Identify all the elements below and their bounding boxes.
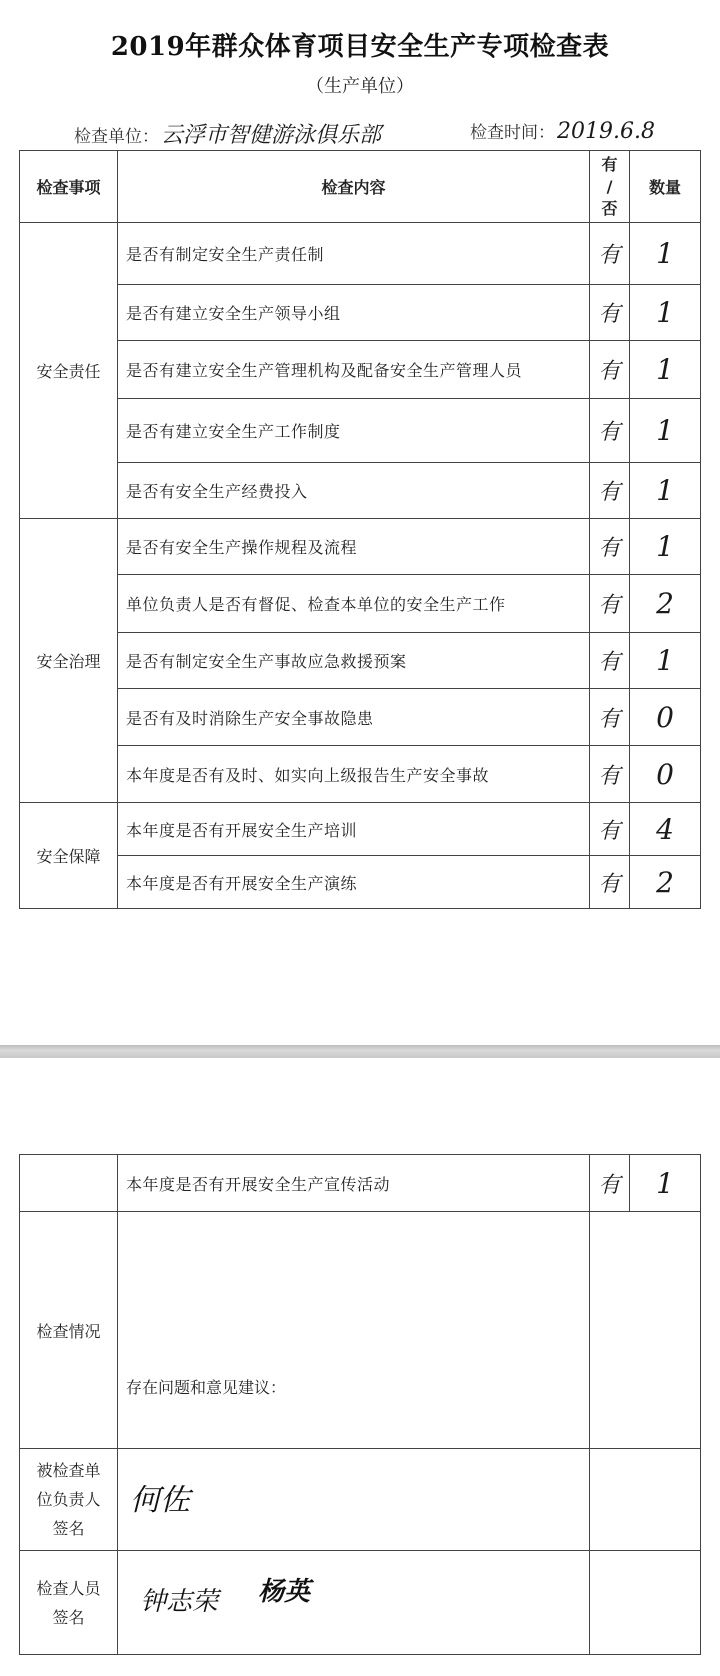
inspection-time-label: 检查时间： xyxy=(470,123,555,143)
check-item: 是否有制定安全生产事故应急救援预案 xyxy=(118,633,590,689)
quantity: 1 xyxy=(656,474,674,507)
quantity: 1 xyxy=(656,353,674,386)
table-row xyxy=(20,803,701,856)
table-row xyxy=(20,856,701,909)
check-item: 本年度是否有开展安全生产培训 xyxy=(118,803,590,856)
check-item: 是否有制定安全生产责任制 xyxy=(118,223,590,285)
table-row xyxy=(20,399,701,463)
table-row xyxy=(20,689,701,746)
quantity: 1 xyxy=(656,530,674,563)
empty-cell xyxy=(590,1212,701,1449)
form-title: 2019年群众体育项目安全生产专项检查表 xyxy=(110,32,610,62)
header-slash: / xyxy=(606,176,613,196)
inspection-unit-label: 检查单位： xyxy=(74,127,159,147)
header-content: 检查内容 xyxy=(118,151,590,223)
check-item: 是否有建立安全生产管理机构及配备安全生产管理人员 xyxy=(118,341,590,399)
inspection-time xyxy=(470,118,655,144)
check-item: 是否有建立安全生产工作制度 xyxy=(118,399,590,463)
responsible-label-line: 签名 xyxy=(52,1519,85,1538)
check-item: 本年度是否有及时、如实向上级报告生产安全事故 xyxy=(118,746,590,803)
header-yes: 有 xyxy=(601,154,618,174)
quantity: 1 xyxy=(656,1166,674,1200)
answer: 有 xyxy=(598,818,621,844)
answer: 有 xyxy=(598,480,621,505)
form-page-2 xyxy=(0,1058,720,1676)
header-quantity: 数量 xyxy=(630,151,701,223)
check-item: 本年度是否有开展安全生产演练 xyxy=(118,856,590,909)
header-no: 否 xyxy=(601,198,618,218)
table-row xyxy=(20,285,701,341)
category-empty xyxy=(20,1155,118,1212)
inspection-row xyxy=(20,1212,701,1449)
inspector-signature-row xyxy=(20,1551,701,1655)
answer: 有 xyxy=(598,871,621,897)
table-header-row xyxy=(20,151,701,223)
header-yes-no xyxy=(590,151,630,223)
check-item: 是否有建立安全生产领导小组 xyxy=(118,285,590,341)
empty-cell xyxy=(590,1551,701,1655)
quantity: 0 xyxy=(656,700,674,734)
quantity: 1 xyxy=(656,296,674,329)
answer: 有 xyxy=(598,536,621,561)
inspection-unit-value: 云浮市智健游泳俱乐部 xyxy=(161,123,382,148)
quantity: 2 xyxy=(656,587,674,620)
table-row xyxy=(20,223,701,285)
responsible-signature-cell xyxy=(118,1449,590,1551)
responsible-label-line: 位负责人 xyxy=(36,1490,101,1509)
quantity: 4 xyxy=(656,812,674,846)
empty-cell xyxy=(590,1449,701,1551)
inspector-label-line: 签名 xyxy=(52,1607,85,1627)
quantity: 0 xyxy=(656,757,674,791)
responsible-signature-row xyxy=(20,1449,701,1551)
inspector-signature-cell xyxy=(118,1551,590,1655)
answer: 有 xyxy=(598,243,621,268)
quantity: 2 xyxy=(656,865,674,899)
table-row xyxy=(20,341,701,399)
table-row xyxy=(20,1155,701,1212)
answer: 有 xyxy=(598,650,621,675)
responsible-label xyxy=(20,1449,118,1551)
inspector-signature: 杨英 xyxy=(258,1577,311,1607)
suggestion-cell xyxy=(118,1212,590,1449)
inspection-label: 检查情况 xyxy=(20,1212,118,1449)
checklist-table-continued xyxy=(19,1154,701,1655)
quantity: 1 xyxy=(656,644,674,677)
check-item: 是否有安全生产操作规程及流程 xyxy=(118,519,590,575)
form-subtitle: （生产单位） xyxy=(306,76,414,97)
answer: 有 xyxy=(598,302,621,327)
inspector-label xyxy=(20,1551,118,1655)
answer: 有 xyxy=(598,763,621,789)
answer: 有 xyxy=(598,1172,621,1198)
inspector-signature: 钟志荣 xyxy=(140,1587,219,1617)
inspection-unit xyxy=(74,118,381,149)
table-row xyxy=(20,575,701,633)
table-row xyxy=(20,519,701,575)
quantity: 1 xyxy=(656,414,674,447)
check-item: 是否有安全生产经费投入 xyxy=(118,463,590,519)
check-item: 单位负责人是否有督促、检查本单位的安全生产工作 xyxy=(118,575,590,633)
category-safety-governance: 安全治理 xyxy=(20,519,118,803)
table-row xyxy=(20,463,701,519)
inspector-label-line: 检查人员 xyxy=(36,1578,101,1598)
check-item: 本年度是否有开展安全生产宣传活动 xyxy=(118,1155,590,1212)
category-safety-responsibility: 安全责任 xyxy=(20,223,118,519)
suggestion-label: 存在问题和意见建议： xyxy=(126,1378,287,1397)
responsible-label-line: 被检查单 xyxy=(36,1461,101,1480)
page-separator xyxy=(0,1045,720,1058)
table-row xyxy=(20,746,701,803)
header-category: 检查事项 xyxy=(20,151,118,223)
answer: 有 xyxy=(598,706,621,732)
table-row xyxy=(20,633,701,689)
category-safety-guarantee: 安全保障 xyxy=(20,803,118,909)
check-item: 是否有及时消除生产安全事故隐患 xyxy=(118,689,590,746)
answer: 有 xyxy=(598,359,621,384)
answer: 有 xyxy=(598,593,621,618)
checklist-table xyxy=(19,150,701,909)
answer: 有 xyxy=(598,420,621,445)
quantity: 1 xyxy=(656,237,674,270)
responsible-signature: 何佐 xyxy=(130,1483,190,1518)
inspection-time-value: 2019.6.8 xyxy=(557,119,655,144)
